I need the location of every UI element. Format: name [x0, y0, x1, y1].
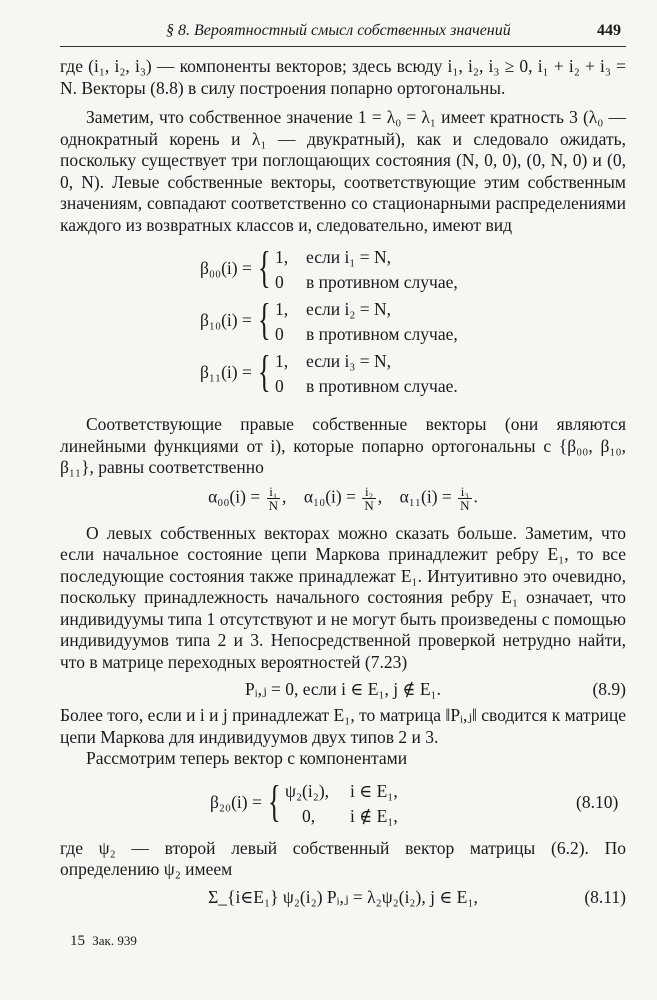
- beta20-condition-2: i ∉ E₁,: [350, 805, 398, 826]
- alpha11-numerator: i₃: [458, 485, 471, 499]
- alpha00-lhs: α₀₀(i) =: [208, 486, 261, 507]
- beta00-condition-1: если i₁ = N,: [306, 247, 392, 267]
- beta00-lhs: β₀₀(i) =: [200, 258, 252, 278]
- beta00-value-2: 0: [275, 272, 284, 292]
- equation-8-10: [210, 778, 626, 830]
- equation-8-11-number: (8.11): [584, 886, 626, 907]
- beta11-condition-1: если i₃ = N,: [306, 351, 392, 371]
- beta10-lhs: β₁₀(i) =: [200, 310, 252, 330]
- running-title: § 8. Вероятностный смысл собственных значений: [166, 22, 511, 39]
- alpha11-fraction: [458, 485, 471, 512]
- equation-8-11-body: Σ_{i∈E₁} ψ₂(i₂) Pᵢ,ⱼ = λ₂ψ₂(i₂), j ∈ E₁,: [208, 886, 478, 907]
- equation-8-9: [60, 673, 626, 705]
- page-body: [60, 56, 626, 913]
- alpha10-fraction: [362, 485, 375, 512]
- paragraph-2: Заметим, что собственное значение 1 = λ₀ = λ₁ имеет кратность 3 (λ₀ — однократный корень и λ₁ — двукратный), как и следовало ожидать, поскольку существует три поглощающих состояния (N, 0, 0), (0, N, 0) и (0, 0, N). Левые собственные векторы, соответствующие этим собственным значениям, совпадают соответственно со стационарными распределениями каждого из возвратных классов и, следовательно, имеют вид: [60, 107, 626, 235]
- alpha00-numerator: i₁: [267, 485, 280, 499]
- beta10-condition-1: если i₂ = N,: [306, 299, 392, 319]
- brace: {: [268, 776, 281, 826]
- alpha10-lhs: α₁₀(i) =: [303, 486, 356, 507]
- paragraph-5: Более того, если и i и j принадлежат E₁, то матрица ‖Pᵢ,ⱼ‖ сводится к матрице цепи Маркова для индивидуумов двух типов 2 и 3.: [60, 705, 626, 747]
- beta11-lhs: β₁₁(i) =: [200, 362, 252, 382]
- alpha00-sep: ,: [281, 486, 287, 507]
- alpha11-sep: .: [473, 486, 478, 507]
- footer-signature: [70, 930, 137, 953]
- alpha10-numerator: i₂: [362, 485, 375, 499]
- beta00-system: [200, 244, 626, 296]
- paragraph-4: О левых собственных векторах можно сказать больше. Заметим, что если начальное состояние цепи Маркова принадлежит ребру E₁, то все последующие состояния также принадлежат E₁. Интуитивно это очевидно, поскольку принадлежность начального состояния ребру E₁ означает, что индивидуумы типа 1 отсутствуют и не могут быть произведены с помощью индивидуумов типа 2 и 3. Непосредственной проверкой нетрудно найти, что в матрице переходных вероятностей (7.23): [60, 522, 626, 672]
- alpha00-fraction: [267, 485, 280, 512]
- alpha-equations: [60, 479, 626, 515]
- beta10-condition-2: в противном случае,: [306, 324, 458, 344]
- alpha11-denominator: N: [460, 497, 470, 513]
- equation-8-9-body: Pᵢ,ⱼ = 0, если i ∈ E₁, j ∉ E₁.: [245, 679, 441, 699]
- paragraph-7: где ψ₂ — второй левый собственный вектор матрицы (6.2). По определению ψ₂ имеем: [60, 837, 626, 879]
- page-number: 449: [597, 22, 621, 39]
- header-rule: [60, 46, 626, 47]
- signature-number: 15: [70, 933, 85, 949]
- beta00-value-1: 1,: [275, 247, 289, 267]
- paragraph-6: Рассмотрим теперь вектор с компонентами: [86, 748, 408, 768]
- beta11-system: [200, 348, 626, 406]
- beta20-condition-1: i ∈ E₁,: [350, 780, 398, 801]
- paragraph-1: где (i₁, i₂, i₃) — компоненты векторов; здесь всюду i₁, i₂, i₃ ≥ 0, i₁ + i₂ + i₃ = N. Векторы (8.8) в силу построения попарно ортогональны.: [60, 56, 626, 98]
- beta11-value-2: 0: [275, 376, 284, 396]
- alpha00-denominator: N: [268, 497, 278, 513]
- beta10-system: [200, 296, 626, 348]
- beta10-value-1: 1,: [275, 299, 289, 319]
- equation-8-10-number: (8.10): [576, 791, 619, 812]
- equation-8-9-number: (8.9): [592, 679, 626, 699]
- alpha10-sep: ,: [377, 486, 383, 507]
- beta00-condition-2: в противном случае,: [306, 272, 458, 292]
- beta10-value-2: 0: [275, 324, 284, 344]
- paragraph-3: Соответствующие правые собственные векторы (они являются линейными функциями от i), которые попарно ортогональны с {β₀₀, β₁₀, β₁₁}, равны соответственно: [60, 414, 626, 477]
- brace: {: [258, 295, 271, 344]
- alpha10-denominator: N: [364, 497, 374, 513]
- beta11-condition-2: в противном случае.: [306, 376, 458, 396]
- brace: {: [258, 243, 271, 292]
- beta11-value-1: 1,: [275, 351, 289, 371]
- beta20-value-2: 0,: [302, 805, 316, 826]
- beta20-value-1: ψ₂(i₂),: [285, 780, 330, 801]
- brace: {: [258, 347, 271, 396]
- running-header: [0, 18, 657, 44]
- equation-8-11: [60, 881, 626, 913]
- print-order-note: Зак. 939: [92, 933, 137, 948]
- alpha11-lhs: α₁₁(i) =: [399, 486, 452, 507]
- beta20-lhs: β₂₀(i) =: [210, 791, 262, 812]
